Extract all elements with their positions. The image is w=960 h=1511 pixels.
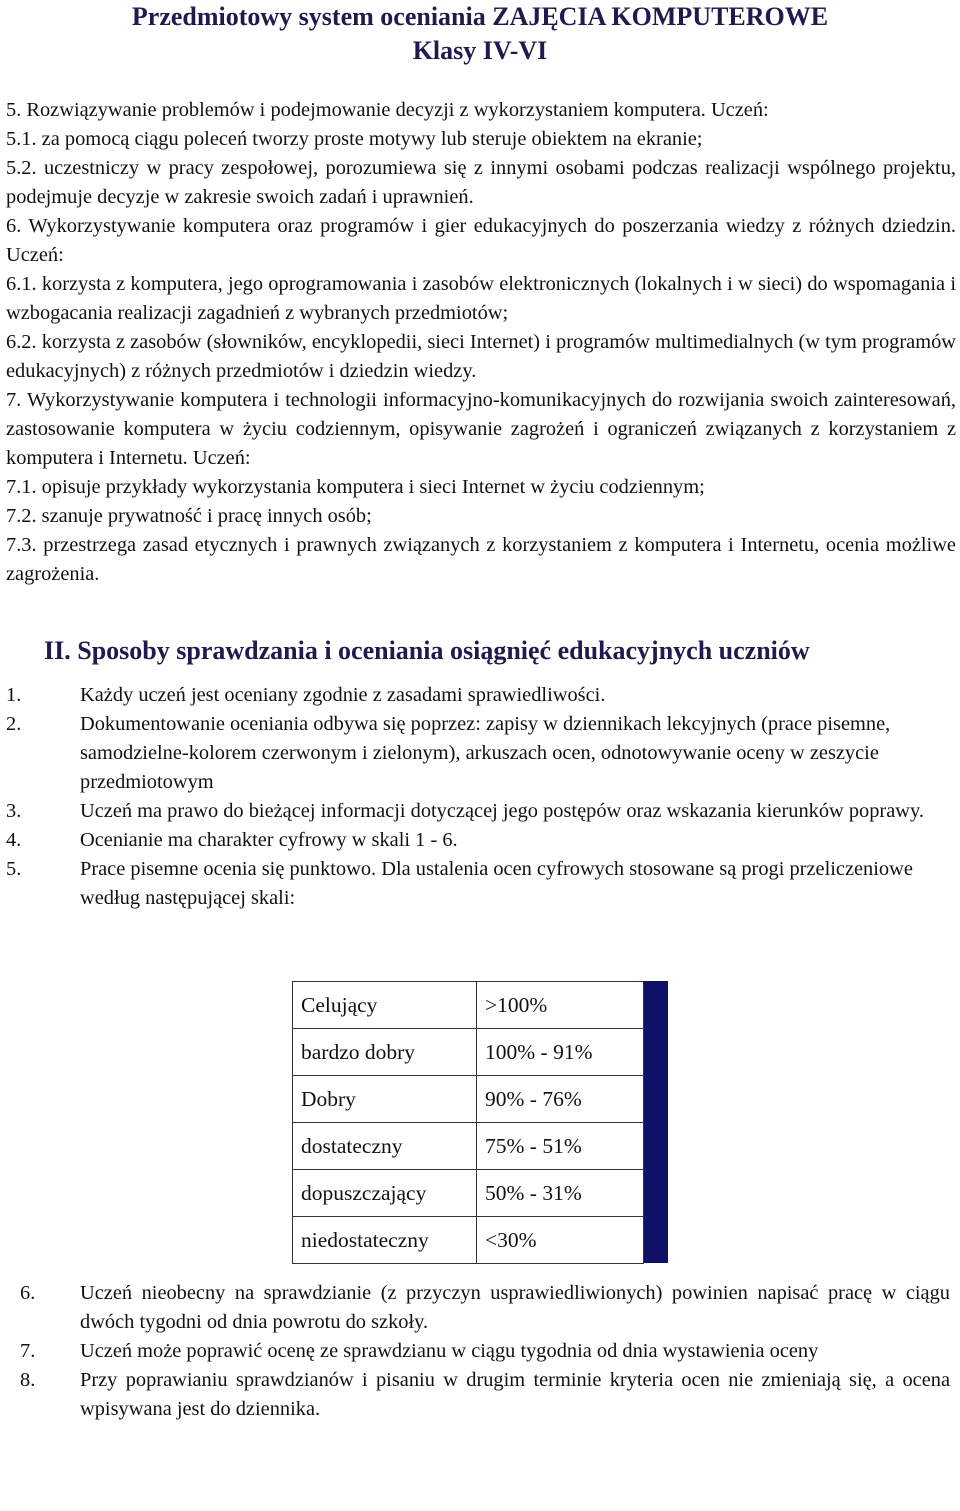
list-item-text: Ocenianie ma charakter cyfrowy w skali 1 - 6. — [80, 829, 458, 851]
list-item — [0, 826, 960, 855]
list-item-number: 8. — [20, 1369, 36, 1391]
page-header — [0, 0, 960, 68]
list-item — [0, 681, 960, 710]
list-item — [0, 1366, 960, 1424]
range-cell: 50% - 31% — [477, 1170, 644, 1217]
table-row — [293, 1123, 644, 1170]
requirement-7: 7. Wykorzystywanie komputera i technologii informacyjno-komunikacyjnych do rozwijania swoich zainteresowań, zastosowanie komputera w życiu codziennym, opisywanie zagrożeń i ograniczeń związanych z korzystaniem z komputera i Internetu. Uczeń: — [6, 389, 956, 469]
assessment-rules-list-continued — [0, 1279, 960, 1424]
range-cell: >100% — [477, 982, 644, 1029]
list-item-text: Przy poprawianiu sprawdzianów i pisaniu w drugim terminie kryteria ocen nie zmieniają się, a ocena wpisywana jest do dziennika. — [80, 1369, 950, 1420]
table-row — [293, 1029, 644, 1076]
list-item — [0, 855, 960, 913]
assessment-rules-list — [0, 681, 960, 913]
section-2-title: II. Sposoby sprawdzania i oceniania osiągnięć edukacyjnych uczniów — [44, 636, 810, 665]
list-item-text: Uczeń nieobecny na sprawdzianie (z przyczyn usprawiedliwionych) powinien napisać pracę w ciągu dwóch tygodni od dnia powrotu do szkoły. — [80, 1282, 950, 1333]
table-row — [293, 982, 644, 1029]
list-item-text: Uczeń może poprawić ocenę ze sprawdzianu w ciągu tygodnia od dnia wystawienia oceny — [80, 1340, 819, 1362]
range-cell: 90% - 76% — [477, 1076, 644, 1123]
list-item-text: Każdy uczeń jest oceniany zgodnie z zasadami sprawiedliwości. — [80, 684, 606, 706]
range-cell: 75% - 51% — [477, 1123, 644, 1170]
grade-cell: dostateczny — [293, 1123, 477, 1170]
list-item-number: 4. — [6, 829, 22, 851]
grade-scale-table — [292, 981, 644, 1264]
table-row — [293, 1076, 644, 1123]
grade-cell: Celujący — [293, 982, 477, 1029]
requirement-7-1: 7.1. opisuje przykłady wykorzystania komputera i sieci Internet w życiu codziennym; — [6, 476, 705, 498]
document-subtitle: Klasy IV-VI — [412, 36, 548, 65]
list-item-number: 2. — [6, 713, 22, 735]
list-item — [0, 1337, 960, 1366]
list-item-text: Prace pisemne ocenia się punktowo. Dla ustalenia ocen cyfrowych stosowane są progi przeliczeniowe według następującej skali: — [80, 858, 913, 909]
list-item — [0, 797, 960, 826]
table-row — [293, 1217, 644, 1264]
list-item-number: 5. — [6, 858, 22, 880]
list-item-number: 3. — [6, 800, 22, 822]
list-item-text: Uczeń ma prawo do bieżącej informacji dotyczącej jego postępów oraz wskazania kierunków poprawy. — [80, 800, 924, 822]
list-item — [0, 1279, 960, 1337]
grade-cell: niedostateczny — [293, 1217, 477, 1264]
requirement-7-2: 7.2. szanuje prywatność i pracę innych osób; — [6, 505, 372, 527]
requirement-6-1: 6.1. korzysta z komputera, jego oprogramowania i zasobów elektronicznych (lokalnych i w sieci) do wspomagania i wzbogacania realizacji zagadnień z wybranych przedmiotów; — [6, 273, 956, 324]
grade-cell: Dobry — [293, 1076, 477, 1123]
grade-cell: bardzo dobry — [293, 1029, 477, 1076]
list-item-text: Dokumentowanie oceniania odbywa się poprzez: zapisy w dziennikach lekcyjnych (prace pisemne, samodzielne-kolorem czerwonym i zielonym), arkuszach ocen, odnotowywanie oceny w zeszycie przedmiotowym — [80, 713, 891, 793]
requirements-section — [0, 96, 960, 589]
requirement-6: 6. Wykorzystywanie komputera oraz programów i gier edukacyjnych do poszerzania wiedzy z różnych dziedzin. Uczeń: — [6, 215, 956, 266]
document-title: Przedmiotowy system oceniania ZAJĘCIA KOMPUTEROWE — [131, 2, 829, 31]
table-row — [293, 1170, 644, 1217]
list-item-number: 6. — [20, 1282, 36, 1304]
requirement-5-2: 5.2. uczestniczy w pracy zespołowej, porozumiewa się z innymi osobami podczas realizacji wspólnego projektu, podejmuje decyzje w zakresie swoich zadań i uprawnień. — [6, 157, 956, 208]
requirement-6-2: 6.2. korzysta z zasobów (słowników, encyklopedii, sieci Internet) i programów multimedialnych (w tym programów edukacyjnych) z różnych przedmiotów i dziedzin wiedzy. — [6, 331, 956, 382]
requirement-7-3: 7.3. przestrzega zasad etycznych i prawnych związanych z korzystaniem z komputera i Internetu, ocenia możliwe zagrożenia. — [6, 534, 956, 585]
list-item-number: 7. — [20, 1340, 36, 1362]
grade-cell: dopuszczający — [293, 1170, 477, 1217]
table-accent-bar — [644, 981, 668, 1263]
list-item — [0, 710, 960, 797]
requirement-5: 5. Rozwiązywanie problemów i podejmowanie decyzji z wykorzystaniem komputera. Uczeń: — [6, 99, 769, 121]
list-item-number: 1. — [6, 684, 22, 706]
requirement-5-1: 5.1. za pomocą ciągu poleceń tworzy proste motywy lub steruje obiektem na ekranie; — [6, 128, 703, 150]
range-cell: <30% — [477, 1217, 644, 1264]
range-cell: 100% - 91% — [477, 1029, 644, 1076]
grade-scale-table-wrapper — [292, 981, 668, 1263]
